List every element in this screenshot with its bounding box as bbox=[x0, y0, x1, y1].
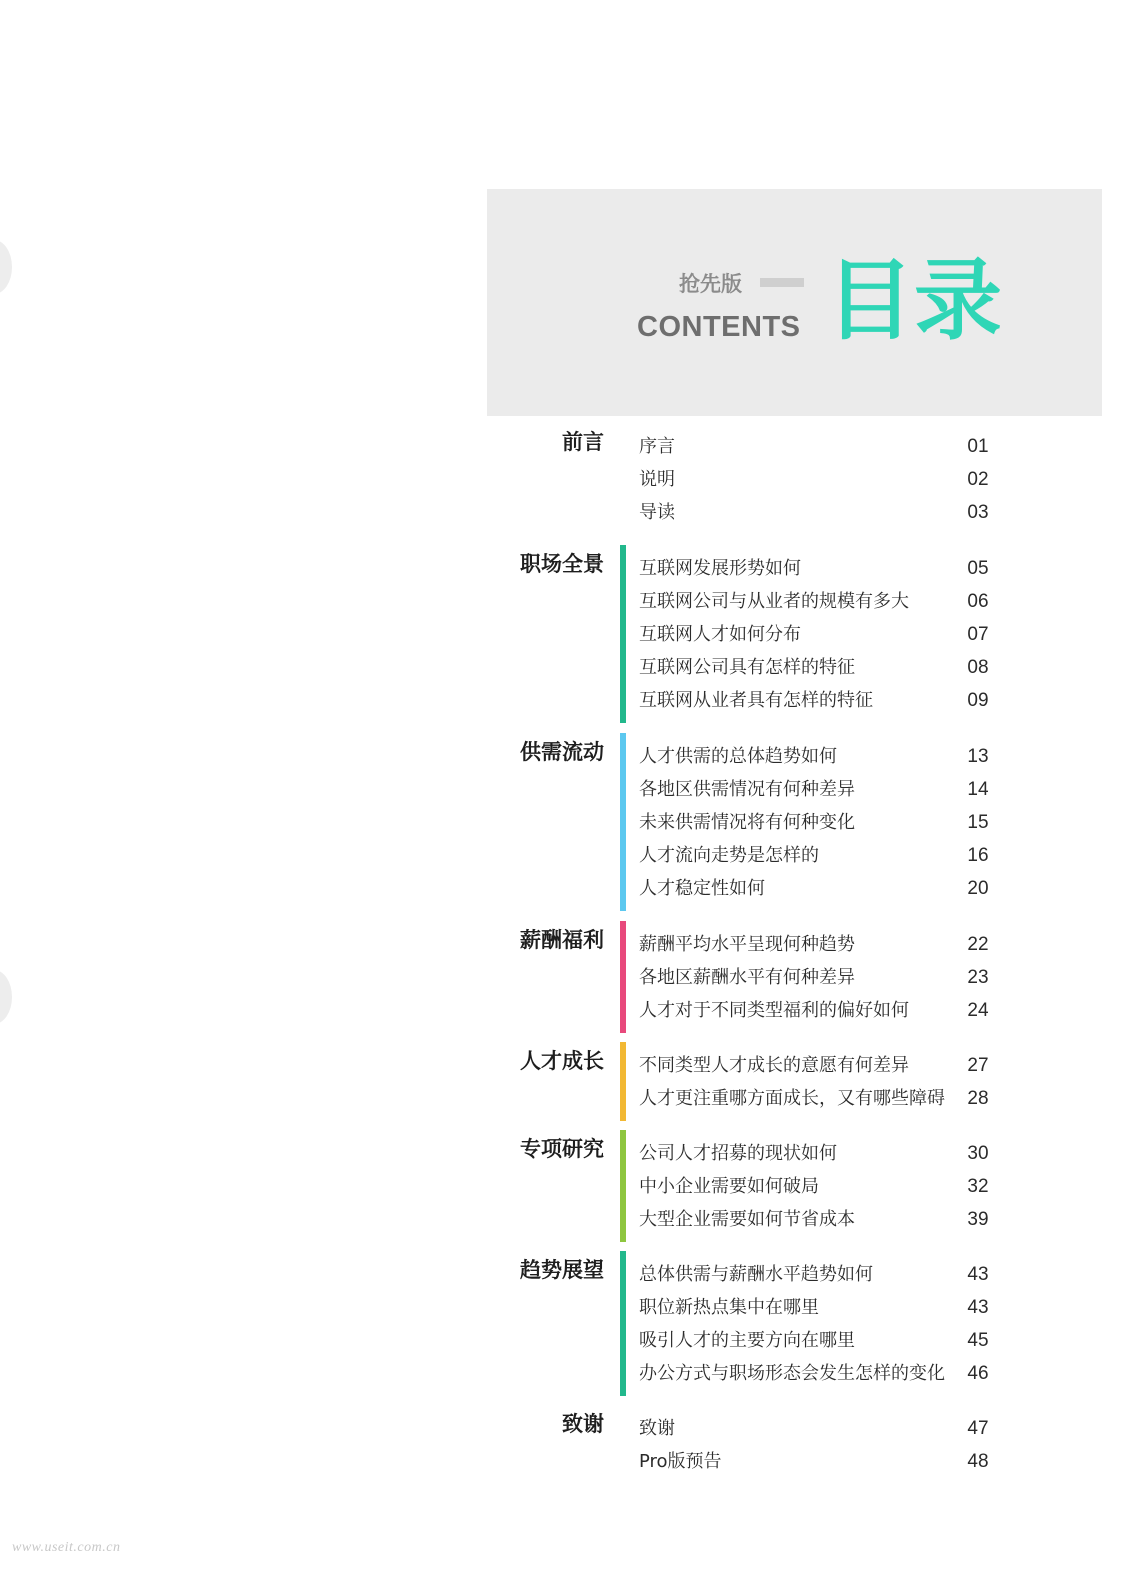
toc-entry-title[interactable]: 不同类型人才成长的意愿有何差异 bbox=[639, 1055, 909, 1076]
toc-entry-title[interactable]: 说明 bbox=[639, 469, 675, 490]
toc-entry-page-number[interactable]: 16 bbox=[967, 845, 989, 866]
section-color-bar bbox=[620, 545, 626, 723]
toc-entry-page-number[interactable]: 07 bbox=[967, 624, 989, 645]
toc-entry-page-number[interactable]: 43 bbox=[967, 1264, 989, 1285]
section-title: 趋势展望 bbox=[520, 1258, 604, 1282]
toc-entry-page-number[interactable]: 48 bbox=[967, 1451, 989, 1472]
toc-entry-page-number[interactable]: 08 bbox=[967, 657, 989, 678]
toc-entry-page-number[interactable]: 14 bbox=[967, 779, 989, 800]
toc-entry-title[interactable]: 公司人才招募的现状如何 bbox=[639, 1143, 837, 1164]
toc-entry-title[interactable]: 未来供需情况将有何种变化 bbox=[639, 812, 855, 833]
section-color-bar bbox=[620, 1042, 626, 1121]
section-color-bar bbox=[620, 733, 626, 911]
toc-entry-page-number[interactable]: 02 bbox=[967, 469, 989, 490]
toc-entry-title[interactable]: 互联网从业者具有怎样的特征 bbox=[639, 690, 873, 711]
toc-entry-title[interactable]: 办公方式与职场形态会发生怎样的变化 bbox=[639, 1363, 945, 1384]
toc-entry-title[interactable]: 互联网公司与从业者的规模有多大 bbox=[639, 591, 909, 612]
toc-entry-title[interactable]: 人才供需的总体趋势如何 bbox=[639, 746, 837, 767]
section-title: 人才成长 bbox=[520, 1049, 604, 1073]
toc-entry-title[interactable]: 互联网人才如何分布 bbox=[639, 624, 801, 645]
contents-header-panel bbox=[487, 189, 1102, 416]
toc-entry-page-number[interactable]: 43 bbox=[967, 1297, 989, 1318]
toc-entry-title[interactable]: 人才流向走势是怎样的 bbox=[639, 845, 819, 866]
toc-entry-page-number[interactable]: 15 bbox=[967, 812, 989, 833]
toc-entry-title[interactable]: 互联网公司具有怎样的特征 bbox=[639, 657, 855, 678]
toc-entry-title[interactable]: 吸引人才的主要方向在哪里 bbox=[639, 1330, 855, 1351]
toc-entry-title[interactable]: 互联网发展形势如何 bbox=[639, 558, 801, 579]
section-color-bar bbox=[620, 1130, 626, 1242]
toc-entry-title[interactable]: 职位新热点集中在哪里 bbox=[639, 1297, 819, 1318]
side-decor-circle-bottom bbox=[0, 970, 12, 1024]
section-title: 薪酬福利 bbox=[520, 928, 604, 952]
toc-entry-title[interactable]: 人才对于不同类型福利的偏好如何 bbox=[639, 1000, 909, 1021]
side-decor-circle-top bbox=[0, 240, 12, 294]
toc-entry-title[interactable]: 序言 bbox=[639, 436, 675, 457]
toc-entry-title[interactable]: 中小企业需要如何破局 bbox=[639, 1176, 819, 1197]
toc-entry-page-number[interactable]: 45 bbox=[967, 1330, 989, 1351]
contents-label: CONTENTS bbox=[637, 311, 801, 343]
section-title: 前言 bbox=[562, 430, 604, 454]
toc-entry-title[interactable]: Pro版预告 bbox=[639, 1451, 722, 1472]
edition-label: 抢先版 bbox=[679, 272, 742, 296]
toc-entry-title[interactable]: 薪酬平均水平呈现何种趋势 bbox=[639, 934, 855, 955]
toc-entry-title[interactable]: 各地区供需情况有何种差异 bbox=[639, 779, 855, 800]
toc-entry-page-number[interactable]: 22 bbox=[967, 934, 989, 955]
toc-entry-page-number[interactable]: 46 bbox=[967, 1363, 989, 1384]
toc-entry-page-number[interactable]: 09 bbox=[967, 690, 989, 711]
page-title: 目录 bbox=[826, 249, 1003, 352]
toc-entry-page-number[interactable]: 28 bbox=[967, 1088, 989, 1109]
toc-entry-page-number[interactable]: 05 bbox=[967, 558, 989, 579]
toc-entry-page-number[interactable]: 24 bbox=[967, 1000, 989, 1021]
toc-entry-title[interactable]: 总体供需与薪酬水平趋势如何 bbox=[639, 1264, 873, 1285]
toc-entry-title[interactable]: 各地区薪酬水平有何种差异 bbox=[639, 967, 855, 988]
toc-entry-title[interactable]: 致谢 bbox=[639, 1418, 675, 1439]
toc-entry-page-number[interactable]: 13 bbox=[967, 746, 989, 767]
toc-entry-page-number[interactable]: 20 bbox=[967, 878, 989, 899]
section-color-bar bbox=[620, 1251, 626, 1396]
toc-entry-page-number[interactable]: 47 bbox=[967, 1418, 989, 1439]
toc-entry-page-number[interactable]: 06 bbox=[967, 591, 989, 612]
toc-entry-page-number[interactable]: 32 bbox=[967, 1176, 989, 1197]
watermark: www.useit.com.cn bbox=[12, 1540, 121, 1555]
toc-entry-page-number[interactable]: 39 bbox=[967, 1209, 989, 1230]
toc-entry-title[interactable]: 人才更注重哪方面成长，又有哪些障碍 bbox=[639, 1088, 945, 1109]
section-title: 职场全景 bbox=[520, 552, 604, 576]
section-title: 致谢 bbox=[562, 1412, 604, 1436]
toc-entry-page-number[interactable]: 01 bbox=[967, 436, 989, 457]
header-dash bbox=[760, 278, 804, 287]
toc-entry-page-number[interactable]: 03 bbox=[967, 502, 989, 523]
section-title: 供需流动 bbox=[520, 740, 604, 764]
section-color-bar bbox=[620, 921, 626, 1033]
toc-entry-title[interactable]: 导读 bbox=[639, 502, 675, 523]
toc-entry-title[interactable]: 人才稳定性如何 bbox=[639, 878, 765, 899]
toc-entry-title[interactable]: 大型企业需要如何节省成本 bbox=[639, 1209, 855, 1230]
toc-entry-page-number[interactable]: 23 bbox=[967, 967, 989, 988]
section-title: 专项研究 bbox=[520, 1137, 604, 1161]
toc-entry-page-number[interactable]: 30 bbox=[967, 1143, 989, 1164]
toc-entry-page-number[interactable]: 27 bbox=[967, 1055, 989, 1076]
